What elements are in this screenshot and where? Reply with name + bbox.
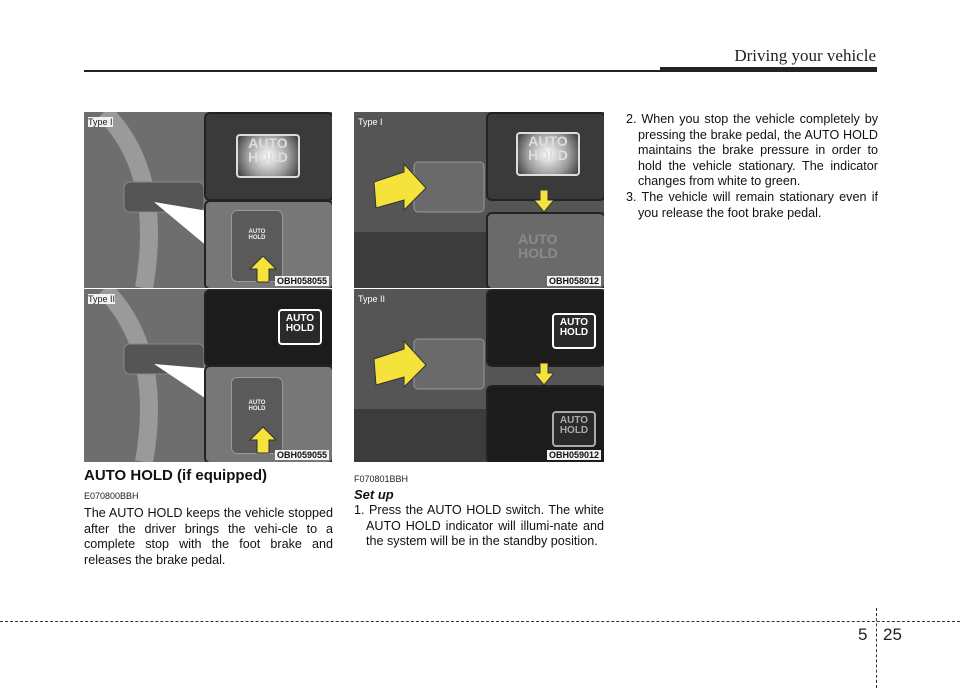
setup-step-1: 1. Press the AUTO HOLD switch. The white AUTO HOLD indicator will illumi-nate and the system will be in the standby position. xyxy=(354,503,604,549)
figure-type-label: Type I xyxy=(88,117,113,127)
auto-hold-switch: AUTO HOLD xyxy=(231,377,283,454)
press-arrow-icon xyxy=(248,425,278,455)
inset-indicator xyxy=(204,289,332,367)
down-arrow-icon xyxy=(534,190,554,212)
setup-step-2: 2. When you stop the vehicle completely by pressing the brake pedal, the AUTO HOLD maintains the brake pressure in order to hold the vehicle stationary. The indicator changes from white to green. xyxy=(626,112,878,189)
footer-rule xyxy=(0,621,960,622)
figure-code: OBH059012 xyxy=(548,450,599,460)
auto-hold-indicator xyxy=(552,313,596,349)
figure-code: OBH058012 xyxy=(548,276,599,286)
inset-indicator xyxy=(486,289,604,367)
badge-line1: AUTO xyxy=(559,317,589,328)
section-heading: AUTO HOLD (if equipped) xyxy=(84,467,268,484)
auto-hold-switch: AUTO HOLD xyxy=(231,210,283,282)
setup-code: F070801BBH xyxy=(354,474,409,484)
chapter-number: 5 xyxy=(858,625,868,644)
auto-hold-indicator-dim: AUTO HOLD xyxy=(518,231,558,261)
figure-pedal-type1 xyxy=(354,112,604,288)
section-code: E070800BBH xyxy=(84,491,139,501)
footer-divider xyxy=(876,608,877,688)
figure-steering-type2 xyxy=(84,289,332,462)
badge-line2: HOLD xyxy=(528,147,568,163)
page-number: 25 xyxy=(883,625,902,644)
badge-line1: AUTO xyxy=(248,135,288,151)
auto-hold-indicator-grey: AUTO HOLD xyxy=(552,411,596,447)
figure-type-label: Type II xyxy=(88,294,116,304)
setup-heading: Set up xyxy=(354,487,394,502)
auto-hold-indicator xyxy=(236,134,300,178)
setup-steps-1 xyxy=(354,503,604,550)
setup-steps-2 xyxy=(626,112,878,221)
badge-line2: HOLD xyxy=(248,149,288,165)
badge-line1: AUTO xyxy=(285,313,315,324)
press-arrow-icon xyxy=(248,254,278,284)
header-rule-accent xyxy=(660,67,877,72)
figure-type-label: Type II xyxy=(358,294,386,304)
inset-switch xyxy=(204,365,332,462)
auto-hold-indicator xyxy=(516,132,580,176)
badge-line2: HOLD xyxy=(285,323,315,334)
inset-switch xyxy=(204,200,332,288)
badge-line2: HOLD xyxy=(559,327,589,338)
inset-indicator xyxy=(486,112,604,201)
setup-step-3: 3. The vehicle will remain stationary even if you release the foot brake pedal. xyxy=(626,189,878,220)
badge-line1: AUTO xyxy=(528,133,568,149)
down-arrow-icon xyxy=(534,363,554,385)
inset-indicator xyxy=(204,112,332,201)
figure-code: OBH058055 xyxy=(276,276,327,286)
auto-hold-indicator xyxy=(278,309,322,345)
figure-code: OBH059055 xyxy=(276,450,327,460)
section-body: The AUTO HOLD keeps the vehicle stopped after the driver brings the vehi-cle to a complete stop with the foot brake and releases the brake pedal. xyxy=(84,506,333,567)
figure-type-label: Type I xyxy=(358,117,383,127)
figure-steering-type1 xyxy=(84,112,332,288)
page-header-title: Driving your vehicle xyxy=(734,46,876,65)
figure-pedal-type2 xyxy=(354,289,604,462)
